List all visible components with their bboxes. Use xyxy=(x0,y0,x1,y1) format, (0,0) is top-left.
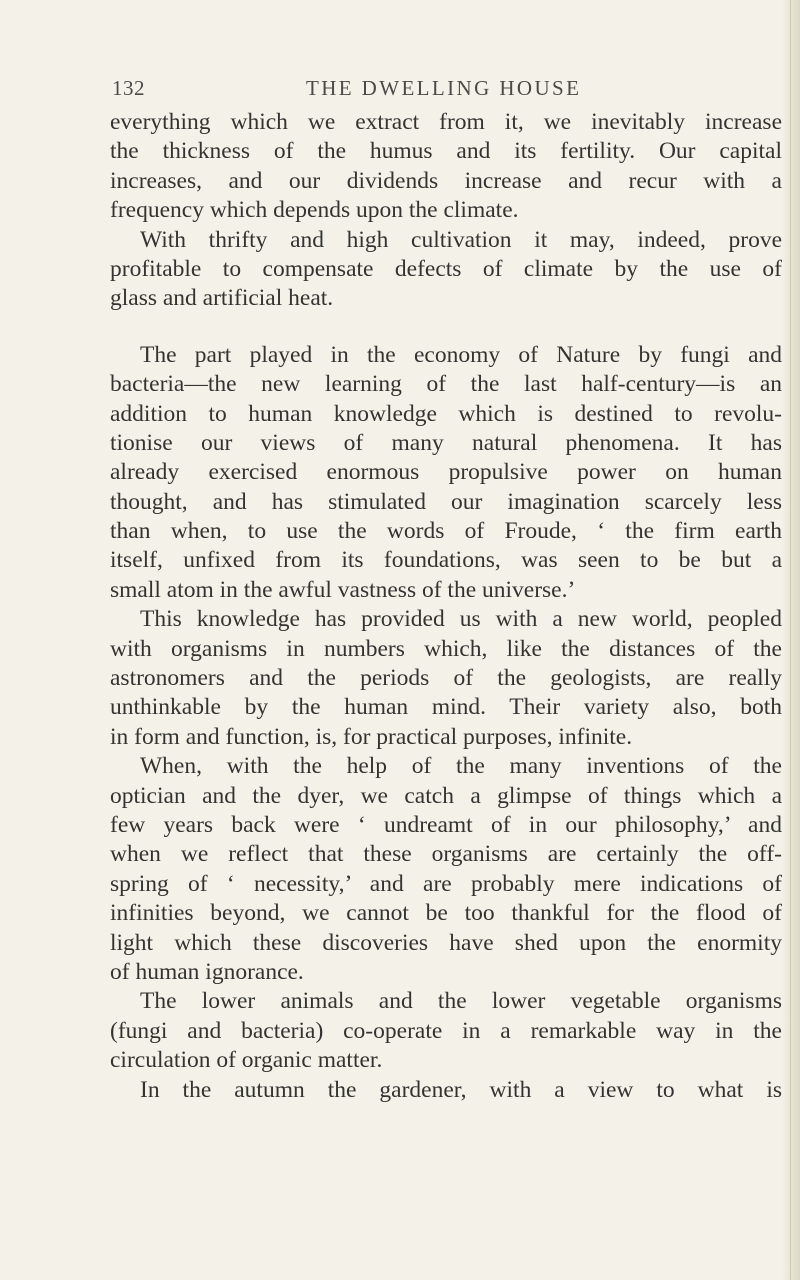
text-line: (fungi and bacteria) co-operate in a remarkable way in the xyxy=(110,1017,782,1044)
page-edge-line xyxy=(790,0,791,1280)
paragraph xyxy=(110,341,782,606)
text-line: with organisms in numbers which, like the distances of the xyxy=(110,635,782,662)
running-header xyxy=(112,76,782,112)
paragraph xyxy=(110,987,782,1075)
running-title: THE DWELLING HOUSE xyxy=(306,76,582,100)
text-line: optician and the dyer, we catch a glimpse of things which a xyxy=(110,782,782,809)
text-line: astronomers and the periods of the geologists, are really xyxy=(110,665,782,692)
text-line: unthinkable by the human mind. Their variety also, both xyxy=(110,694,782,721)
text-line: When, with the help of the many inventions of the xyxy=(140,753,782,780)
text-line: glass and artificial heat. xyxy=(110,285,334,312)
text-line: when we reflect that these organisms are certainly the off- xyxy=(110,841,782,868)
text-line: itself, unfixed from its foundations, was seen to be but a xyxy=(110,547,782,574)
text-line: profitable to compensate defects of climate by the use of xyxy=(110,255,782,282)
text-line: increases, and our dividends increase and recur with a xyxy=(110,167,782,194)
body-text xyxy=(110,108,782,1105)
text-line: tionise our views of many natural phenomena. It has xyxy=(110,429,782,456)
paragraph xyxy=(110,108,782,226)
text-line: In the autumn the gardener, with a view to what is xyxy=(140,1076,782,1103)
text-line: The lower animals and the lower vegetable organisms xyxy=(140,988,782,1015)
paragraph xyxy=(110,226,782,314)
text-line: light which these discoveries have shed upon the enormity xyxy=(110,929,782,956)
paragraph xyxy=(110,1076,782,1105)
text-line: bacteria—the new learning of the last half-century—is an xyxy=(110,371,782,398)
text-line: already exercised enormous propulsive power on human xyxy=(110,459,782,486)
page-edge-shadow xyxy=(782,0,800,1280)
text-line: few years back were ‘ undreamt of in our philosophy,’ and xyxy=(110,811,782,838)
text-line: frequency which depends upon the climate. xyxy=(110,197,519,224)
text-line: the thickness of the humus and its fertility. Our capital xyxy=(110,138,782,165)
text-line: in form and function, is, for practical purposes, infinite. xyxy=(110,723,633,750)
text-line: infinities beyond, we cannot be too thankful for the flood of xyxy=(110,900,782,927)
text-line: spring of ‘ necessity,’ and are probably mere indications of xyxy=(110,870,782,897)
text-line: This knowledge has provided us with a new world, peopled xyxy=(140,606,782,633)
page-number: 132 xyxy=(112,76,145,100)
text-line: The part played in the economy of Nature by fungi and xyxy=(140,341,782,368)
text-line: of human ignorance. xyxy=(110,958,304,985)
text-line: thought, and has stimulated our imagination scarcely less xyxy=(110,488,782,515)
text-line: than when, to use the words of Froude, ‘ the firm earth xyxy=(110,518,782,545)
text-line: small atom in the awful vastness of the universe.’ xyxy=(110,576,576,603)
text-line: circulation of organic matter. xyxy=(110,1047,383,1074)
text-line: With thrifty and high cultivation it may, indeed, prove xyxy=(140,226,782,253)
paragraph xyxy=(110,605,782,752)
section-break xyxy=(110,314,782,341)
text-line: everything which we extract from it, we inevitably increase xyxy=(110,109,782,135)
paragraph xyxy=(110,752,782,987)
text-line: addition to human knowledge which is destined to revolu- xyxy=(110,400,782,427)
